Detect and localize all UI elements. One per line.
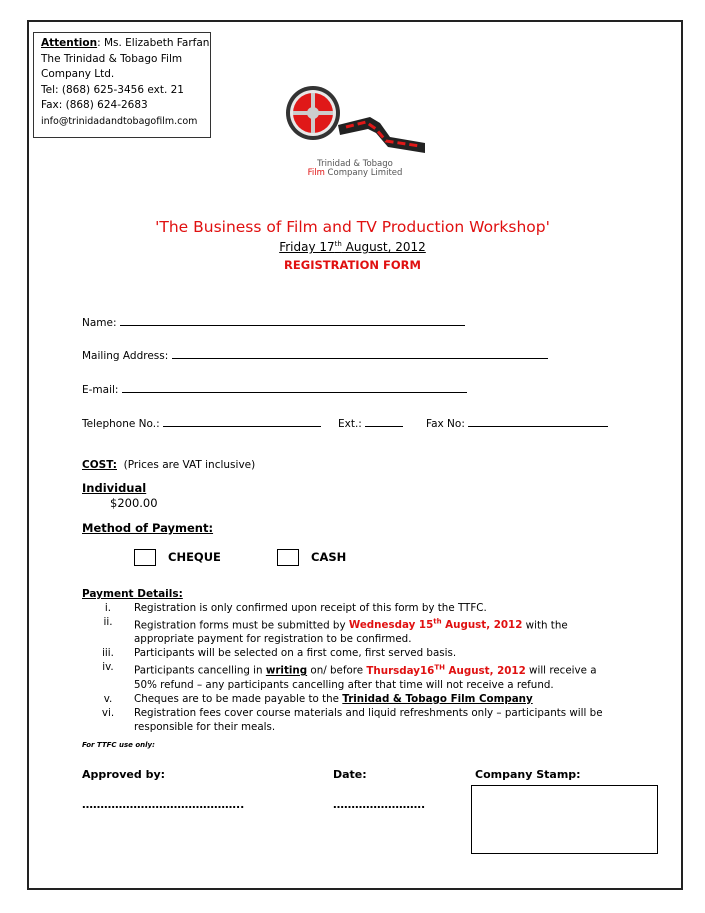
approved-by-line[interactable]: …………………………………….. [82, 798, 245, 811]
company-logo [280, 85, 440, 178]
ttfc-use-label: For TTFC use only: [82, 741, 155, 749]
contact-email: info@trinidadandtobagofilm.com [41, 115, 198, 127]
date-label: Date: [333, 768, 367, 781]
attention-label: Attention [41, 37, 98, 49]
ext-field[interactable]: Ext.: [338, 415, 403, 430]
cost-row: COST: (Prices are VAT inclusive) [82, 459, 256, 471]
payment-details-label: Payment Details: [82, 588, 183, 600]
company-stamp-box [471, 785, 658, 854]
email-field[interactable]: E-mail: [82, 381, 467, 396]
form-subtitle: REGISTRATION FORM [284, 258, 421, 272]
logo-line1: Trinidad & Tobago [317, 159, 393, 169]
film-reel-icon [280, 85, 440, 160]
contact-line2: Company Ltd. [41, 68, 115, 80]
name-field[interactable]: Name: [82, 314, 465, 329]
company-stamp-label: Company Stamp: [475, 768, 581, 781]
logo-film: Film [307, 168, 325, 178]
approved-by-label: Approved by: [82, 768, 166, 781]
list-item: vi. Registration fees cover course materials and liquid refreshments only – participants will be responsible for their meals. [101, 706, 603, 733]
workshop-title: 'The Business of Film and TV Production Workshop' [155, 218, 550, 236]
cash-checkbox[interactable] [277, 549, 299, 566]
contact-fax: Fax: (868) 624-2683 [41, 99, 148, 111]
individual-label: Individual [82, 481, 147, 495]
cheque-option[interactable]: CHEQUE [134, 549, 221, 566]
cash-option[interactable]: CASH [277, 549, 346, 566]
list-item: i. Registration is only confirmed upon receipt of this form by the TTFC. [104, 602, 487, 614]
mailing-address-field[interactable]: Mailing Address: [82, 347, 548, 362]
workshop-date: Friday 17th August, 2012 [279, 240, 426, 254]
logo-company: Company Limited [324, 168, 403, 178]
contact-box [33, 32, 211, 138]
fax-field[interactable]: Fax No: [426, 415, 608, 430]
date-line[interactable]: ……………………. [333, 798, 426, 811]
telephone-field[interactable]: Telephone No.: [82, 415, 321, 430]
attention-value: : Ms. Elizabeth Farfan [97, 37, 210, 49]
list-item: v. Cheques are to be made payable to the Trinidad & Tobago Film Company [103, 692, 533, 705]
contact-tel: Tel: (868) 625-3456 ext. 21 [41, 83, 184, 96]
list-item: iv. Participants cancelling in writing on/ before Thursday16TH August, 2012 will receive a 50% refund – any participants cancelling after that time will not receive a refund. [102, 661, 597, 691]
individual-price: $200.00 [110, 496, 158, 510]
list-item: ii. Registration forms must be submitted by Wednesday 15th August, 2012 with the appropriate payment for registration to be confirmed. [103, 616, 568, 646]
contact-line1: The Trinidad & Tobago Film [41, 52, 183, 65]
cheque-checkbox[interactable] [134, 549, 156, 566]
list-item: iii. Participants will be selected on a first come, first served basis. [102, 647, 457, 660]
payment-details-list [82, 601, 622, 734]
payment-method-label: Method of Payment: [82, 521, 214, 535]
